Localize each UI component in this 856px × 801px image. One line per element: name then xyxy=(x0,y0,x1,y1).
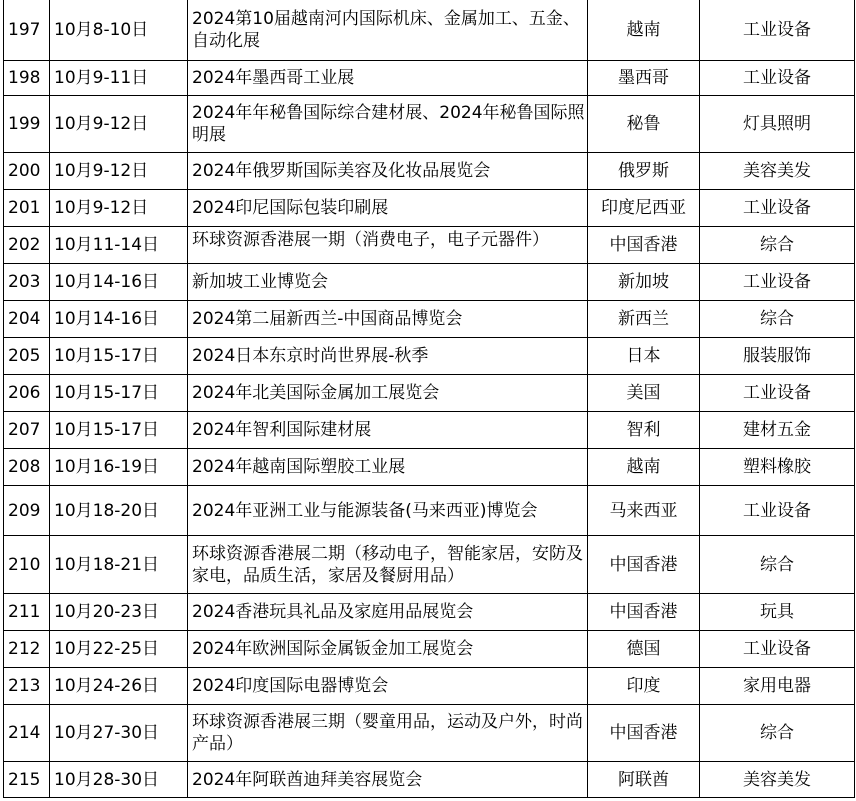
exhibition-category: 工业设备 xyxy=(700,0,855,61)
exhibition-date: 10月28-30日 xyxy=(50,762,188,798)
exhibition-country: 德国 xyxy=(588,631,700,668)
exhibition-date: 10月20-23日 xyxy=(50,594,188,631)
table-row xyxy=(4,0,855,61)
row-number: 207 xyxy=(4,412,50,449)
exhibition-name-text: 环球资源香港展一期（消费电子，电子元器件） xyxy=(192,230,549,250)
row-number: 199 xyxy=(4,96,50,153)
exhibition-date: 10月9-11日 xyxy=(50,61,188,96)
exhibition-category: 工业设备 xyxy=(700,631,855,668)
exhibition-category: 美容美发 xyxy=(700,153,855,190)
row-number: 211 xyxy=(4,594,50,631)
exhibition-date: 10月16-19日 xyxy=(50,449,188,486)
table-row xyxy=(4,412,855,449)
exhibition-category: 工业设备 xyxy=(700,375,855,412)
exhibition-date: 10月24-26日 xyxy=(50,668,188,705)
table-row xyxy=(4,61,855,96)
exhibition-category: 玩具 xyxy=(700,594,855,631)
exhibition-country: 印度 xyxy=(588,668,700,705)
table-row xyxy=(4,153,855,190)
exhibition-name: 2024年智利国际建材展 xyxy=(188,412,588,449)
exhibition-country: 秘鲁 xyxy=(588,96,700,153)
table-row xyxy=(4,594,855,631)
exhibition-category: 工业设备 xyxy=(700,61,855,96)
exhibition-name: 2024年墨西哥工业展 xyxy=(188,61,588,96)
exhibition-name xyxy=(188,227,588,264)
exhibition-country: 中国香港 xyxy=(588,594,700,631)
exhibition-name: 2024年年秘鲁国际综合建材展、2024年秘鲁国际照明展 xyxy=(188,96,588,153)
exhibition-name: 2024印尼国际包装印刷展 xyxy=(188,190,588,227)
row-number: 209 xyxy=(4,486,50,536)
table-row xyxy=(4,631,855,668)
row-number: 210 xyxy=(4,536,50,594)
exhibition-category: 综合 xyxy=(700,705,855,762)
row-number: 203 xyxy=(4,264,50,301)
row-number: 197 xyxy=(4,0,50,61)
exhibition-name: 新加坡工业博览会 xyxy=(188,264,588,301)
exhibition-category: 综合 xyxy=(700,301,855,338)
exhibition-name: 2024年越南国际塑胶工业展 xyxy=(188,449,588,486)
table-row xyxy=(4,486,855,536)
exhibition-date: 10月9-12日 xyxy=(50,96,188,153)
exhibition-country: 中国香港 xyxy=(588,227,700,264)
exhibition-country: 墨西哥 xyxy=(588,61,700,96)
exhibition-category: 塑料橡胶 xyxy=(700,449,855,486)
table-row xyxy=(4,668,855,705)
exhibition-name: 2024第二届新西兰-中国商品博览会 xyxy=(188,301,588,338)
row-number: 205 xyxy=(4,338,50,375)
table-row xyxy=(4,227,855,264)
table-row xyxy=(4,338,855,375)
exhibition-date: 10月18-21日 xyxy=(50,536,188,594)
row-number: 202 xyxy=(4,227,50,264)
table-row xyxy=(4,96,855,153)
exhibition-date: 10月14-16日 xyxy=(50,264,188,301)
exhibition-category: 家用电器 xyxy=(700,668,855,705)
exhibition-name: 2024日本东京时尚世界展-秋季 xyxy=(188,338,588,375)
row-number: 200 xyxy=(4,153,50,190)
table-row xyxy=(4,190,855,227)
exhibition-country: 印度尼西亚 xyxy=(588,190,700,227)
exhibition-name: 2024年欧洲国际金属钣金加工展览会 xyxy=(188,631,588,668)
exhibition-date: 10月9-12日 xyxy=(50,153,188,190)
exhibition-date: 10月22-25日 xyxy=(50,631,188,668)
row-number: 204 xyxy=(4,301,50,338)
exhibition-country: 日本 xyxy=(588,338,700,375)
row-number: 213 xyxy=(4,668,50,705)
exhibition-date: 10月11-14日 xyxy=(50,227,188,264)
table-row xyxy=(4,301,855,338)
exhibition-country: 俄罗斯 xyxy=(588,153,700,190)
exhibition-date: 10月15-17日 xyxy=(50,412,188,449)
exhibition-name: 2024年俄罗斯国际美容及化妆品展览会 xyxy=(188,153,588,190)
exhibition-date: 10月15-17日 xyxy=(50,375,188,412)
exhibition-category: 工业设备 xyxy=(700,264,855,301)
exhibition-name: 环球资源香港展三期（婴童用品，运动及户外，时尚产品） xyxy=(188,705,588,762)
exhibition-category: 工业设备 xyxy=(700,486,855,536)
row-number: 206 xyxy=(4,375,50,412)
exhibition-name: 环球资源香港展二期（移动电子，智能家居，安防及家电，品质生活，家居及餐厨用品） xyxy=(188,536,588,594)
table-row xyxy=(4,762,855,798)
exhibition-country: 马来西亚 xyxy=(588,486,700,536)
exhibition-date: 10月27-30日 xyxy=(50,705,188,762)
exhibition-country: 中国香港 xyxy=(588,705,700,762)
table-row xyxy=(4,705,855,762)
exhibition-category: 建材五金 xyxy=(700,412,855,449)
exhibition-country: 中国香港 xyxy=(588,536,700,594)
row-number: 198 xyxy=(4,61,50,96)
exhibition-country: 美国 xyxy=(588,375,700,412)
exhibition-category: 工业设备 xyxy=(700,190,855,227)
exhibition-date: 10月18-20日 xyxy=(50,486,188,536)
table-row xyxy=(4,264,855,301)
exhibition-name: 2024年北美国际金属加工展览会 xyxy=(188,375,588,412)
exhibition-category: 服装服饰 xyxy=(700,338,855,375)
table-row xyxy=(4,449,855,486)
row-number: 212 xyxy=(4,631,50,668)
exhibition-date: 10月15-17日 xyxy=(50,338,188,375)
row-number: 215 xyxy=(4,762,50,798)
exhibition-name: 2024印度国际电器博览会 xyxy=(188,668,588,705)
exhibition-country: 新西兰 xyxy=(588,301,700,338)
exhibition-date: 10月8-10日 xyxy=(50,0,188,61)
exhibition-country: 越南 xyxy=(588,0,700,61)
exhibition-name: 2024年亚洲工业与能源装备(马来西亚)博览会 xyxy=(188,486,588,536)
exhibition-category: 美容美发 xyxy=(700,762,855,798)
row-number: 208 xyxy=(4,449,50,486)
exhibition-table xyxy=(3,0,855,798)
exhibition-category: 灯具照明 xyxy=(700,96,855,153)
exhibition-category: 综合 xyxy=(700,536,855,594)
exhibition-date: 10月14-16日 xyxy=(50,301,188,338)
exhibition-category: 综合 xyxy=(700,227,855,264)
exhibition-name: 2024第10届越南河内国际机床、金属加工、五金、自动化展 xyxy=(188,0,588,61)
exhibition-name: 2024年阿联酋迪拜美容展览会 xyxy=(188,762,588,798)
table-row xyxy=(4,375,855,412)
exhibition-country: 智利 xyxy=(588,412,700,449)
exhibition-country: 新加坡 xyxy=(588,264,700,301)
exhibition-name: 2024香港玩具礼品及家庭用品展览会 xyxy=(188,594,588,631)
exhibition-country: 阿联酋 xyxy=(588,762,700,798)
table-row xyxy=(4,536,855,594)
row-number: 201 xyxy=(4,190,50,227)
exhibition-date: 10月9-12日 xyxy=(50,190,188,227)
row-number: 214 xyxy=(4,705,50,762)
exhibition-country: 越南 xyxy=(588,449,700,486)
